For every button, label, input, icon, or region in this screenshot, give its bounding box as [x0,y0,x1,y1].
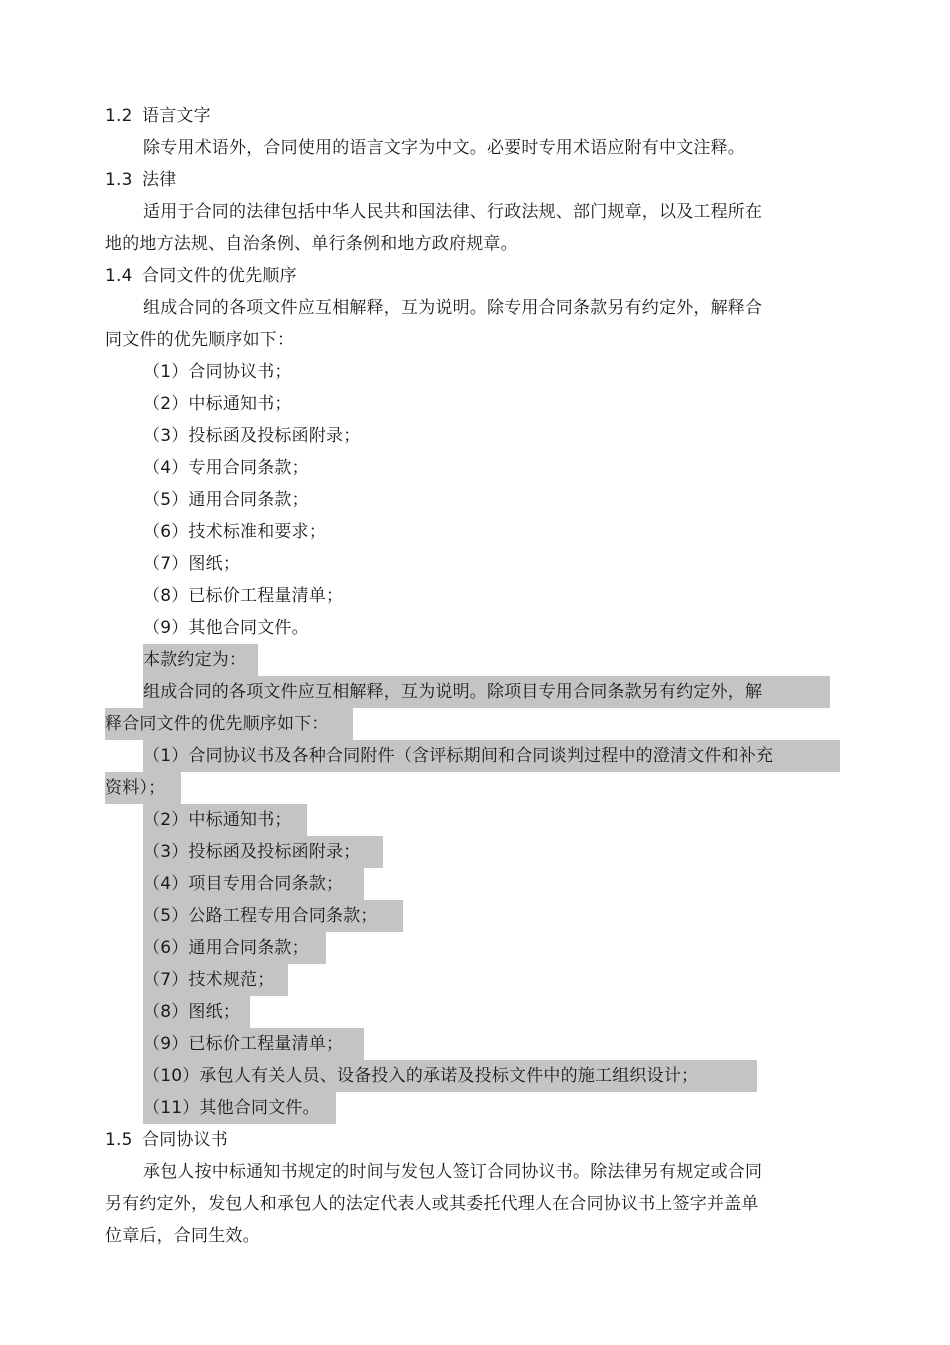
list-item: （7）图纸； [143,554,241,574]
paragraph-line: 组成合同的各项文件应互相解释，互为说明。除专用合同条款另有约定外，解释合 [143,298,763,318]
list-item: （6）技术标准和要求； [143,522,327,542]
highlighted-list-item: （2）中标通知书； [143,804,307,836]
highlighted-list-item: （7）技术规范； [143,964,288,996]
paragraph-line: 另有约定外，发包人和承包人的法定代表人或其委托代理人在合同协议书上签字并盖单 [105,1194,759,1214]
list-item: （4）专用合同条款； [143,458,309,478]
list-item: （9）其他合同文件。 [143,618,309,638]
highlighted-paragraph-line: 组成合同的各项文件应互相解释，互为说明。除项目专用合同条款另有约定外，解 [143,676,830,708]
paragraph-line: 承包人按中标通知书规定的时间与发包人签订合同协议书。除法律另有规定或合同 [143,1162,763,1182]
list-item: （1）合同协议书； [143,362,292,382]
paragraph-line: 除专用术语外，合同使用的语言文字为中文。必要时专用术语应附有中文注释。 [143,138,745,158]
highlighted-list-item: （8）图纸； [143,996,250,1028]
paragraph-line: 同文件的优先顺序如下： [105,330,295,350]
section-title: 合同文件的优先顺序 [142,266,297,286]
paragraph-line: 地的地方法规、自治条例、单行条例和地方政府规章。 [105,234,518,254]
section-number: 1.4 [105,266,133,286]
section-heading-1-5 [105,1124,228,1156]
highlighted-list-item: （10）承包人有关人员、设备投入的承诺及投标文件中的施工组织设计； [143,1060,757,1092]
list-item: （5）通用合同条款； [143,490,309,510]
section-title: 法律 [142,170,177,190]
highlighted-list-item: （3）投标函及投标函附录； [143,836,383,868]
agreed-label: 本款约定为： [143,644,258,676]
highlighted-list-item: （9）已标价工程量清单； [143,1028,364,1060]
list-item: （3）投标函及投标函附录； [143,426,361,446]
list-item: （2）中标通知书； [143,394,292,414]
highlighted-list-item: （4）项目专用合同条款； [143,868,364,900]
highlighted-list-item-continuation: 资料）； [105,772,181,804]
section-number: 1.2 [105,106,133,126]
section-title: 语言文字 [142,106,211,126]
paragraph-line: 适用于合同的法律包括中华人民共和国法律、行政法规、部门规章，以及工程所在 [143,202,763,222]
highlighted-list-item: （11）其他合同文件。 [143,1092,336,1124]
highlighted-list-item: （6）通用合同条款； [143,932,326,964]
section-heading-1-3 [105,164,176,196]
highlighted-list-item: （1）合同协议书及各种合同附件（含评标期间和合同谈判过程中的澄清文件和补充 [143,740,840,772]
paragraph-line: 位章后，合同生效。 [105,1226,260,1246]
section-heading-1-4 [105,260,297,292]
list-item: （8）已标价工程量清单； [143,586,344,606]
highlighted-paragraph-line: 释合同文件的优先顺序如下： [105,708,353,740]
section-number: 1.3 [105,170,133,190]
highlighted-list-item: （5）公路工程专用合同条款； [143,900,403,932]
section-heading-1-2 [105,100,211,132]
section-number: 1.5 [105,1130,133,1150]
section-title: 合同协议书 [142,1130,228,1150]
